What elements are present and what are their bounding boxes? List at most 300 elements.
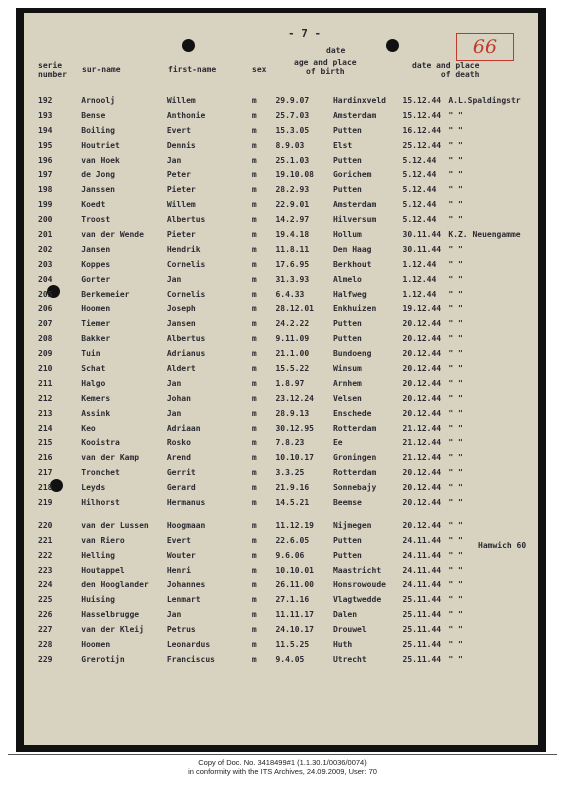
table-row bbox=[38, 331, 538, 346]
cell-date: 24.2.22 bbox=[275, 319, 310, 329]
cell-place: Bundoeng bbox=[332, 349, 372, 359]
cell-sur: den Hooglander bbox=[81, 580, 149, 590]
cell-date: 9.4.05 bbox=[275, 654, 305, 664]
cell-place: Winsum bbox=[332, 363, 362, 373]
cell-date: 9.6.06 bbox=[275, 550, 305, 560]
cell-date: 19.10.08 bbox=[275, 170, 314, 180]
cell-no: 200 bbox=[38, 215, 53, 225]
cell-sur: Keo bbox=[81, 423, 96, 433]
cell-dd: 20.12.44 bbox=[402, 520, 442, 530]
cell-sur: Tiemer bbox=[81, 319, 111, 329]
cell-first: Adriaan bbox=[166, 423, 201, 433]
cell-first: Joseph bbox=[166, 304, 196, 314]
cell-dd: 25.11.44 bbox=[402, 640, 442, 649]
cell-note: " " bbox=[448, 625, 463, 635]
cell-dd: 20.12.44 bbox=[402, 378, 442, 388]
cell-place: Hardinxveld bbox=[332, 95, 386, 105]
cell-first: Cornelis bbox=[166, 289, 206, 299]
cell-dd: 1.12.44 bbox=[402, 289, 437, 299]
cell-sex: m bbox=[251, 483, 257, 493]
cell-place: Groningen bbox=[332, 453, 377, 463]
table-row bbox=[38, 138, 538, 153]
cell-first: Evert bbox=[166, 125, 191, 135]
cell-date: 29.9.07 bbox=[275, 95, 310, 105]
cell-date: 22.9.01 bbox=[275, 200, 310, 210]
cell-sur: Houtriet bbox=[81, 140, 120, 150]
cell-first: Evert bbox=[166, 535, 191, 545]
note-hamwich: Hamwich 60 bbox=[478, 541, 527, 550]
cell-no: 224 bbox=[38, 580, 53, 590]
cell-date: 11.11.17 bbox=[275, 610, 314, 620]
cell-first: Franciscus bbox=[166, 654, 215, 664]
cell-sex: m bbox=[251, 580, 257, 590]
cell-note: " " bbox=[448, 349, 463, 359]
header-date: date bbox=[326, 46, 346, 55]
cell-dd: 5.12.44 bbox=[402, 170, 437, 180]
cell-dd: 20.12.44 bbox=[402, 497, 442, 507]
cell-dd: 20.12.44 bbox=[402, 349, 442, 359]
cell-no: 195 bbox=[38, 140, 53, 150]
cell-note: " " bbox=[448, 170, 463, 180]
cell-dd: 25.11.44 bbox=[402, 625, 442, 635]
cell-sur: Hoomen bbox=[81, 304, 111, 314]
cell-date: 11.12.19 bbox=[275, 520, 314, 530]
table-row bbox=[38, 242, 538, 257]
cell-first: Hoogmaan bbox=[166, 520, 206, 530]
cell-sex: m bbox=[251, 200, 257, 210]
cell-no: 205 bbox=[38, 289, 53, 299]
cell-date: 11.5.25 bbox=[275, 640, 310, 649]
header-age-birth: age and place of birth bbox=[294, 58, 357, 76]
cell-note: " " bbox=[448, 125, 463, 135]
punch-hole bbox=[386, 39, 399, 52]
cell-note: " " bbox=[448, 319, 463, 329]
cell-date: 31.3.93 bbox=[275, 274, 310, 284]
cell-sur: Boiling bbox=[81, 125, 115, 135]
cell-date: 11.8.11 bbox=[275, 244, 310, 254]
cell-no: 193 bbox=[38, 110, 53, 120]
cell-place: Putten bbox=[332, 125, 362, 135]
cell-place: Dalen bbox=[332, 610, 358, 620]
cell-note: " " bbox=[448, 580, 463, 590]
table-row bbox=[38, 346, 538, 361]
cell-note: " " bbox=[448, 140, 463, 150]
cell-dd: 15.12.44 bbox=[402, 95, 442, 105]
cell-no: 194 bbox=[38, 125, 53, 135]
cell-dd: 5.12.44 bbox=[402, 185, 437, 195]
cell-first: Gerard bbox=[166, 483, 196, 493]
cell-note: " " bbox=[448, 453, 463, 463]
cell-no: 217 bbox=[38, 468, 53, 478]
cell-dd: 5.12.44 bbox=[402, 200, 437, 210]
cell-sur: Janssen bbox=[81, 185, 115, 195]
cell-dd: 20.12.44 bbox=[402, 468, 442, 478]
table-row bbox=[38, 257, 538, 272]
cell-place: Huth bbox=[332, 640, 353, 649]
header-sex: sex bbox=[252, 65, 267, 74]
cell-first: Albertus bbox=[166, 215, 206, 225]
cell-sur: Arnoolj bbox=[81, 95, 115, 105]
table-row bbox=[38, 421, 538, 436]
cell-date: 15.3.05 bbox=[275, 125, 310, 135]
cell-sex: m bbox=[251, 625, 257, 635]
cell-no: 215 bbox=[38, 438, 53, 448]
table-row bbox=[38, 227, 538, 242]
cell-dd: 24.11.44 bbox=[402, 565, 442, 575]
cell-note: " " bbox=[448, 289, 463, 299]
cell-first: Cornelis bbox=[166, 259, 206, 269]
cell-date: 14.5.21 bbox=[275, 497, 310, 507]
cell-first: Henri bbox=[166, 565, 191, 575]
cell-no: 228 bbox=[38, 640, 53, 649]
cell-place: Maastricht bbox=[332, 565, 382, 575]
cell-dd: 25.11.44 bbox=[402, 654, 442, 664]
cell-sex: m bbox=[251, 595, 257, 605]
cell-note: " " bbox=[448, 497, 463, 507]
cell-sex: m bbox=[251, 244, 257, 254]
cell-no: 221 bbox=[38, 535, 53, 545]
table-row bbox=[38, 465, 538, 480]
cell-date: 8.9.03 bbox=[275, 140, 305, 150]
cell-date: 17.6.95 bbox=[275, 259, 310, 269]
cell-note: " " bbox=[448, 610, 463, 620]
cell-note: " " bbox=[448, 200, 463, 210]
cell-no: 209 bbox=[38, 349, 53, 359]
cell-no: 210 bbox=[38, 363, 53, 373]
cell-dd: 25.11.44 bbox=[402, 610, 442, 620]
table-row bbox=[38, 108, 538, 123]
cell-dd: 1.12.44 bbox=[402, 274, 437, 284]
header-surname: sur-name bbox=[82, 65, 121, 74]
cell-place: Halfweg bbox=[332, 289, 367, 299]
cell-sex: m bbox=[251, 349, 257, 359]
cell-sur: van Hoek bbox=[81, 155, 120, 165]
document-page bbox=[24, 13, 538, 745]
table-row bbox=[38, 622, 538, 637]
cell-first: Aldert bbox=[166, 363, 196, 373]
cell-no: 222 bbox=[38, 550, 53, 560]
cell-first: Hermanus bbox=[166, 497, 206, 507]
cell-first: Wouter bbox=[166, 550, 196, 560]
cell-sex: m bbox=[251, 334, 257, 344]
cell-sex: m bbox=[251, 640, 257, 649]
cell-dd: 20.12.44 bbox=[402, 483, 442, 493]
cell-date: 3.3.25 bbox=[275, 468, 305, 478]
table-row bbox=[38, 361, 538, 376]
cell-date: 1.8.97 bbox=[275, 378, 305, 388]
cell-date: 27.1.16 bbox=[275, 595, 310, 605]
cell-no: 198 bbox=[38, 185, 53, 195]
cell-place: Berkhout bbox=[332, 259, 372, 269]
cell-sur: van der Kamp bbox=[81, 453, 140, 463]
cell-sur: Jansen bbox=[81, 244, 111, 254]
cell-note: " " bbox=[448, 468, 463, 478]
table-row bbox=[38, 93, 538, 108]
cell-note: " " bbox=[448, 393, 463, 403]
cell-place: Putten bbox=[332, 155, 362, 165]
cell-dd: 20.12.44 bbox=[402, 408, 442, 418]
cell-dd: 25.12.44 bbox=[402, 140, 442, 150]
table-row bbox=[38, 548, 538, 563]
cell-first: Lenmart bbox=[166, 595, 201, 605]
table-row bbox=[38, 391, 538, 406]
cell-first: Leonardus bbox=[166, 640, 211, 649]
cell-place: Rotterdam bbox=[332, 423, 377, 433]
table-row bbox=[38, 212, 538, 227]
cell-date: 21.1.00 bbox=[275, 349, 310, 359]
cell-note: K.Z. Neuengamme bbox=[448, 229, 521, 239]
cell-no: 219 bbox=[38, 497, 53, 507]
cell-sur: Koppes bbox=[81, 259, 111, 269]
punch-hole bbox=[182, 39, 195, 52]
footer-line-1: Copy of Doc. No. 3418499#1 (1.1.30.1/0036/0074) bbox=[198, 758, 367, 767]
cell-place: Enschede bbox=[332, 408, 372, 418]
cell-no: 226 bbox=[38, 610, 53, 620]
cell-note: " " bbox=[448, 378, 463, 388]
cell-no: 229 bbox=[38, 654, 53, 664]
cell-place: Putten bbox=[332, 185, 362, 195]
cell-sur: Schat bbox=[81, 363, 106, 373]
table-row bbox=[38, 450, 538, 465]
cell-place: Enkhuizen bbox=[332, 304, 377, 314]
table-row bbox=[38, 607, 538, 622]
cell-dd: 21.12.44 bbox=[402, 453, 442, 463]
cell-sex: m bbox=[251, 259, 257, 269]
cell-note: " " bbox=[448, 565, 463, 575]
cell-note: " " bbox=[448, 244, 463, 254]
cell-first: Arend bbox=[166, 453, 191, 463]
cell-place: Hilversum bbox=[332, 215, 377, 225]
cell-sur: Tronchet bbox=[81, 468, 120, 478]
cell-sur: Bakker bbox=[81, 334, 111, 344]
cell-sex: m bbox=[251, 378, 257, 388]
register-table bbox=[38, 93, 538, 667]
cell-date: 25.1.03 bbox=[275, 155, 310, 165]
cell-first: Albertus bbox=[166, 334, 206, 344]
table-row bbox=[38, 533, 538, 548]
cell-place: Putten bbox=[332, 319, 362, 329]
cell-place: Utrecht bbox=[332, 654, 367, 664]
cell-no: 211 bbox=[38, 378, 53, 388]
table-row bbox=[38, 287, 538, 302]
cell-place: Den Haag bbox=[332, 244, 372, 254]
cell-dd: 5.12.44 bbox=[402, 215, 437, 225]
cell-dd: 30.11.44 bbox=[402, 244, 442, 254]
cell-sex: m bbox=[251, 654, 257, 664]
cell-place: Elst bbox=[332, 140, 353, 150]
cell-sex: m bbox=[251, 565, 257, 575]
cell-sex: m bbox=[251, 125, 257, 135]
cell-first: Willem bbox=[166, 200, 196, 210]
cell-no: 203 bbox=[38, 259, 53, 269]
table-row bbox=[38, 153, 538, 168]
table-row bbox=[38, 510, 538, 533]
cell-date: 22.6.05 bbox=[275, 535, 310, 545]
cell-sur: Troost bbox=[81, 215, 111, 225]
cell-dd: 20.12.44 bbox=[402, 334, 442, 344]
cell-note: " " bbox=[448, 155, 463, 165]
cell-no: 197 bbox=[38, 170, 53, 180]
cell-sur: Hilhorst bbox=[81, 497, 120, 507]
cell-sex: m bbox=[251, 520, 257, 530]
cell-sex: m bbox=[251, 610, 257, 620]
cell-first: Adrianus bbox=[166, 349, 206, 359]
cell-dd: 20.12.44 bbox=[402, 393, 442, 403]
table-row bbox=[38, 272, 538, 287]
cell-no: 192 bbox=[38, 95, 53, 105]
cell-first: Jan bbox=[166, 155, 182, 165]
cell-date: 28.9.13 bbox=[275, 408, 310, 418]
cell-no: 213 bbox=[38, 408, 53, 418]
table-row bbox=[38, 652, 538, 667]
cell-no: 202 bbox=[38, 244, 53, 254]
table-row bbox=[38, 316, 538, 331]
cell-sex: m bbox=[251, 110, 257, 120]
cell-sur: Leyds bbox=[81, 483, 106, 493]
cell-first: Pieter bbox=[166, 229, 196, 239]
cell-sur: van Riero bbox=[81, 535, 125, 545]
cell-date: 7.8.23 bbox=[275, 438, 305, 448]
page-number: - 7 - bbox=[288, 27, 322, 40]
cell-note: " " bbox=[448, 595, 463, 605]
table-row bbox=[38, 480, 538, 495]
cell-place: Amsterdam bbox=[332, 200, 377, 210]
cell-date: 28.2.93 bbox=[275, 185, 310, 195]
cell-date: 10.10.17 bbox=[275, 453, 314, 463]
cell-note: " " bbox=[448, 110, 463, 120]
cell-note: " " bbox=[448, 535, 463, 545]
cell-no: 204 bbox=[38, 274, 53, 284]
cell-sex: m bbox=[251, 497, 257, 507]
cell-place: Putten bbox=[332, 550, 362, 560]
cell-note: " " bbox=[448, 259, 463, 269]
table-row bbox=[38, 435, 538, 450]
cell-sur: Grerotijn bbox=[81, 654, 125, 664]
cell-first: Petrus bbox=[166, 625, 196, 635]
cell-dd: 15.12.44 bbox=[402, 110, 442, 120]
cell-first: Jan bbox=[166, 378, 182, 388]
cell-no: 207 bbox=[38, 319, 53, 329]
cell-sex: m bbox=[251, 95, 257, 105]
cell-sex: m bbox=[251, 304, 257, 314]
cell-dd: 5.12.44 bbox=[402, 155, 437, 165]
cell-note: " " bbox=[448, 304, 463, 314]
cell-first: Pieter bbox=[166, 185, 196, 195]
cell-date: 15.5.22 bbox=[275, 363, 310, 373]
cell-note: " " bbox=[448, 334, 463, 344]
cell-date: 25.7.03 bbox=[275, 110, 310, 120]
cell-place: Putten bbox=[332, 334, 362, 344]
cell-no: 216 bbox=[38, 453, 53, 463]
cell-first: Johan bbox=[166, 393, 191, 403]
cell-date: 23.12.24 bbox=[275, 393, 314, 403]
cell-date: 6.4.33 bbox=[275, 289, 305, 299]
cell-place: Honsrowoude bbox=[332, 580, 386, 590]
cell-dd: 30.11.44 bbox=[402, 229, 442, 239]
cell-sur: Helling bbox=[81, 550, 115, 560]
cell-first: Dennis bbox=[166, 140, 196, 150]
cell-first: Jan bbox=[166, 610, 182, 620]
cell-first: Jansen bbox=[166, 319, 196, 329]
cell-place: Drouwel bbox=[332, 625, 367, 635]
cell-note: A.L.Spaldingstr bbox=[448, 95, 521, 105]
cell-sur: Berkemeier bbox=[81, 289, 130, 299]
cell-dd: 24.11.44 bbox=[402, 535, 442, 545]
cell-no: 223 bbox=[38, 565, 53, 575]
cell-date: 21.9.16 bbox=[275, 483, 310, 493]
cell-first: Anthonie bbox=[166, 110, 206, 120]
cell-sur: Hasselbrugge bbox=[81, 610, 140, 620]
cell-sur: van der Lussen bbox=[81, 520, 149, 530]
cell-sur: Halgo bbox=[81, 378, 106, 388]
cell-place: Gorichem bbox=[332, 170, 372, 180]
cell-sur: Houtappel bbox=[81, 565, 125, 575]
cell-first: Hendrik bbox=[166, 244, 201, 254]
cell-sur: Hoomen bbox=[81, 640, 111, 649]
cell-place: Sonnebajy bbox=[332, 483, 377, 493]
cell-date: 28.12.01 bbox=[275, 304, 314, 314]
cell-sex: m bbox=[251, 155, 257, 165]
table-row bbox=[38, 301, 538, 316]
cell-sex: m bbox=[251, 438, 257, 448]
cell-place: Beemse bbox=[332, 497, 362, 507]
table-row bbox=[38, 376, 538, 391]
cell-no: 196 bbox=[38, 155, 53, 165]
cell-sur: van der Kleij bbox=[81, 625, 144, 635]
table-row bbox=[38, 592, 538, 607]
cell-sex: m bbox=[251, 423, 257, 433]
cell-note: " " bbox=[448, 483, 463, 493]
cell-date: 9.11.09 bbox=[275, 334, 310, 344]
cell-dd: 19.12.44 bbox=[402, 304, 442, 314]
cell-sur: Bense bbox=[81, 110, 106, 120]
table-row bbox=[38, 167, 538, 182]
cell-note: " " bbox=[448, 185, 463, 195]
cell-note: " " bbox=[448, 520, 463, 530]
cell-place: Putten bbox=[332, 535, 362, 545]
cell-note: " " bbox=[448, 363, 463, 373]
cell-sex: m bbox=[251, 453, 257, 463]
cell-no: 206 bbox=[38, 304, 53, 314]
cell-note: " " bbox=[448, 215, 463, 225]
cell-place: Vlagtwedde bbox=[332, 595, 382, 605]
cell-first: Willem bbox=[166, 95, 196, 105]
cell-note: " " bbox=[448, 274, 463, 284]
cell-sex: m bbox=[251, 289, 257, 299]
cell-dd: 24.11.44 bbox=[402, 550, 442, 560]
cell-date: 19.4.18 bbox=[275, 229, 310, 239]
cell-dd: 21.12.44 bbox=[402, 438, 442, 448]
cell-sex: m bbox=[251, 215, 257, 225]
cell-date: 30.12.95 bbox=[275, 423, 314, 433]
cell-place: Nijmegen bbox=[332, 520, 372, 530]
table-row bbox=[38, 578, 538, 593]
cell-note: " " bbox=[448, 408, 463, 418]
cell-note: " " bbox=[448, 550, 463, 560]
cell-sex: m bbox=[251, 393, 257, 403]
cell-place: Ee bbox=[332, 438, 343, 448]
cell-dd: 24.11.44 bbox=[402, 580, 442, 590]
cell-place: Rotterdam bbox=[332, 468, 377, 478]
cell-note: " " bbox=[448, 640, 463, 649]
cell-dd: 1.12.44 bbox=[402, 259, 437, 269]
cell-date: 10.10.01 bbox=[275, 565, 314, 575]
cell-sex: m bbox=[251, 468, 257, 478]
cell-place: Almelo bbox=[332, 274, 362, 284]
cell-no: 199 bbox=[38, 200, 53, 210]
cell-place: Velsen bbox=[332, 393, 362, 403]
cell-place: Amsterdam bbox=[332, 110, 377, 120]
